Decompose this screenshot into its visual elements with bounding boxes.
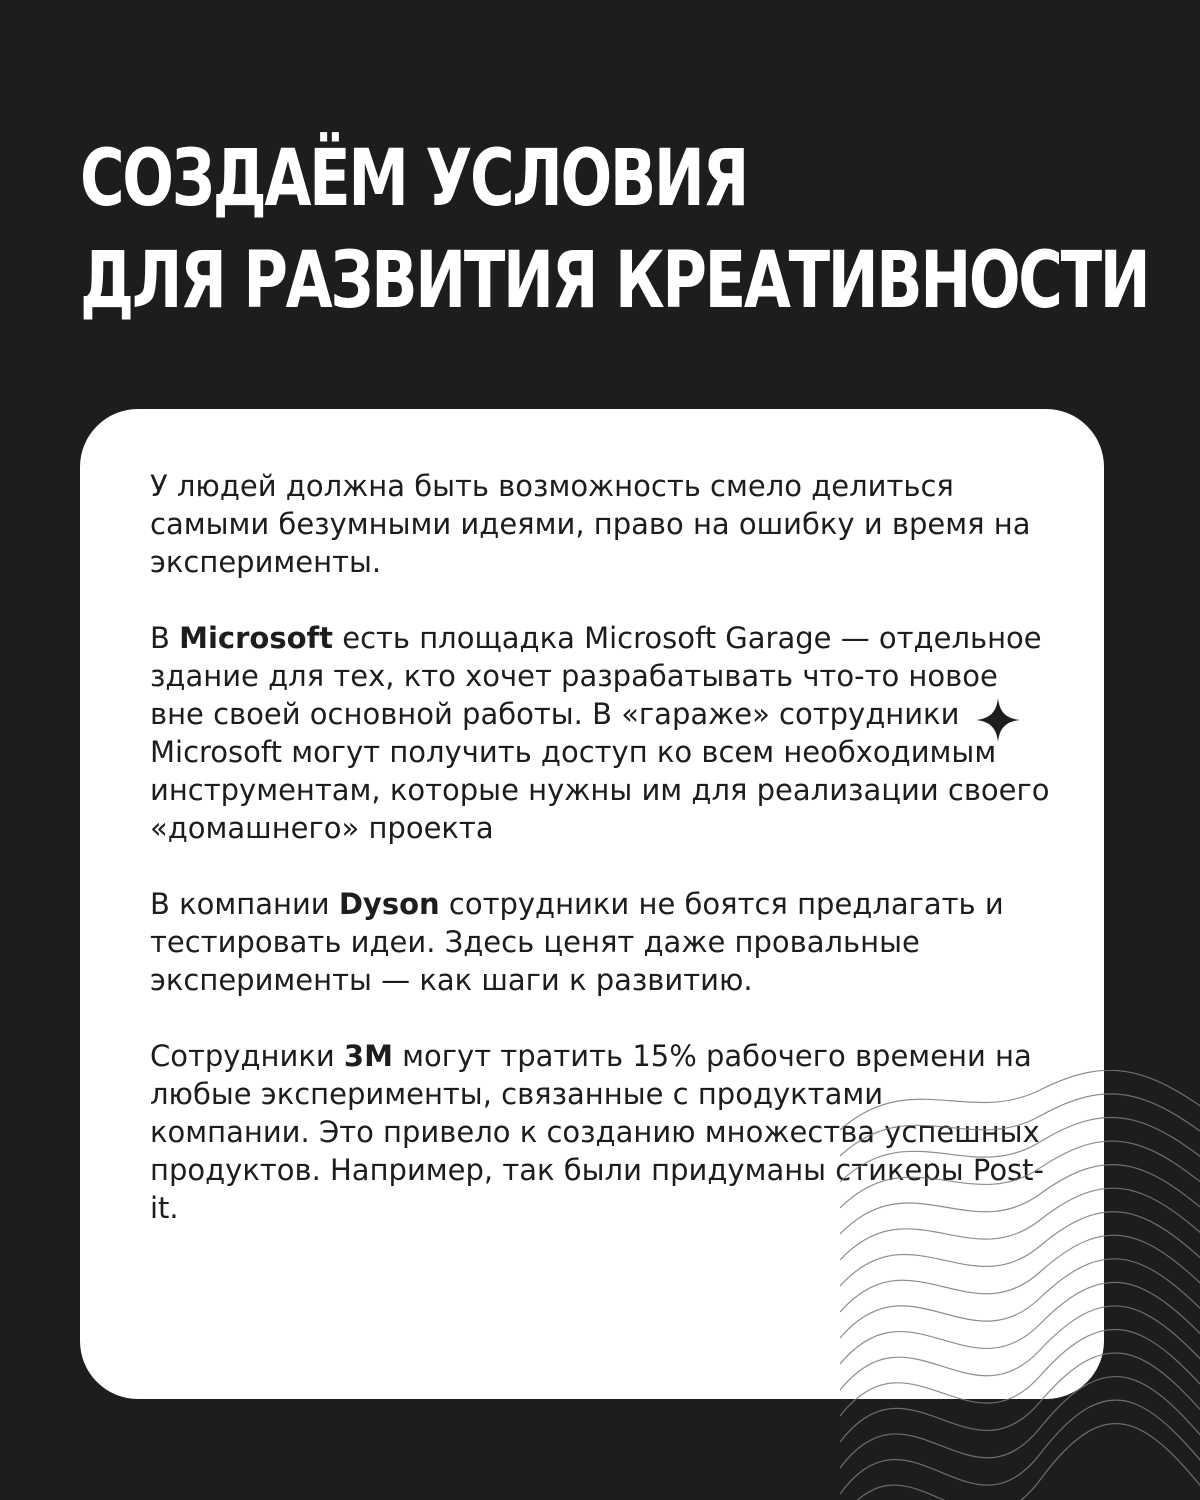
paragraph-microsoft-prefix: В — [150, 621, 180, 655]
paragraph-3m-prefix: Сотрудники — [150, 1039, 344, 1073]
wave-line — [840, 1235, 1200, 1312]
wave-line — [840, 1212, 1200, 1286]
company-name-3m: 3M — [343, 1039, 393, 1073]
wave-line — [840, 1377, 1200, 1468]
page-title-line-2: ДЛЯ РАЗВИТИЯ КРЕАТИВНОСТИ — [80, 236, 1149, 326]
wave-line — [840, 1094, 1200, 1156]
wave-line — [840, 1306, 1200, 1390]
paragraph-microsoft-text: есть площадка Microsoft Garage — отдельное здание для тех, кто хочет разрабатывать что-то новое вне своей основной работы. В «гараже» сотрудники Microsoft могут получить доступ ко всем необходимым инструментам, которые нужны им для реализации своего «домашнего» проекта — [150, 621, 1050, 845]
page-title-line-1: СОЗДАЁМ УСЛОВИЯ — [80, 134, 747, 224]
paragraph-intro — [150, 467, 1050, 581]
wave-line — [840, 1282, 1200, 1364]
wave-line — [840, 1259, 1200, 1338]
paragraph-intro-text: У людей должна быть возможность смело делиться самыми безумными идеями, право на ошибку и время на эксперименты. — [150, 469, 1031, 579]
paragraph-dyson-text: сотрудники не боятся предлагать и тестировать идеи. Здесь ценят даже провальные эксперименты — как шаги к развитию. — [150, 887, 1004, 997]
wave-line — [840, 1188, 1200, 1260]
wave-line — [840, 1424, 1200, 1500]
wave-line — [840, 1329, 1200, 1416]
paragraph-microsoft — [150, 619, 1050, 847]
company-name-microsoft: Microsoft — [179, 621, 334, 655]
sparkle-icon — [975, 697, 1021, 743]
company-name-dyson: Dyson — [338, 887, 440, 921]
paragraph-3m-text: могут тратить 15% рабочего времени на любые эксперименты, связанные с продуктами компании. Это привело к созданию множества успешных продуктов. Например, так были придуманы стикеры Post-it. — [150, 1039, 1045, 1225]
paragraph-dyson-prefix: В компании — [150, 887, 339, 921]
wave-line — [840, 1165, 1200, 1234]
paragraph-dyson — [150, 885, 1050, 999]
page-title — [80, 128, 1149, 332]
wave-lines-decoration — [840, 1070, 1200, 1500]
